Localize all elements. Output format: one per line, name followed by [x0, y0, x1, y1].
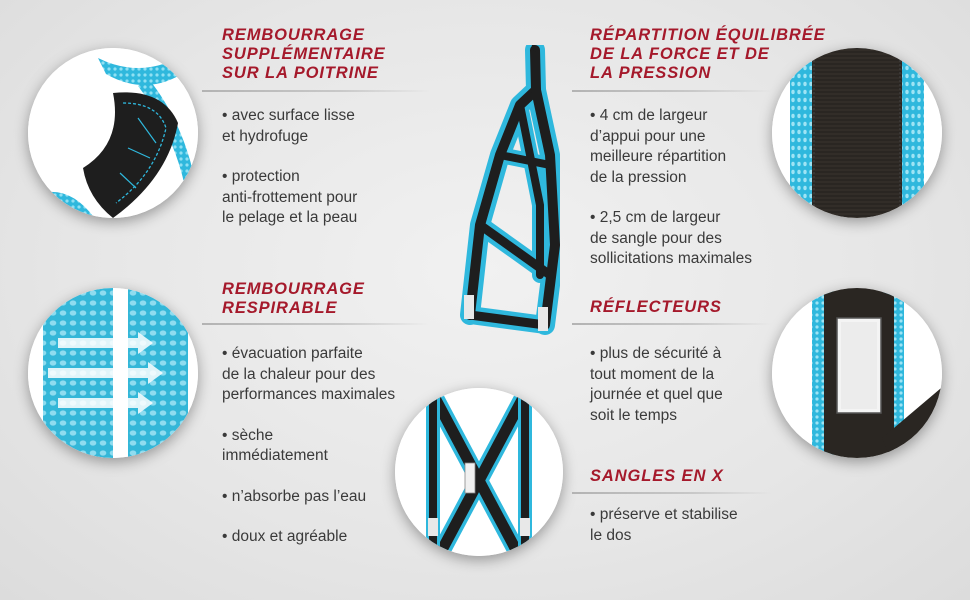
harness-icon — [440, 45, 560, 345]
x-straps-divider — [572, 492, 772, 494]
reflectors-heading: RÉFLECTEURS — [590, 298, 722, 316]
bullet-item: • 4 cm de largeur d’appui pour une meilleure répartition de la pression — [590, 107, 727, 186]
breathable-padding-bullets — [222, 344, 395, 548]
x-straps-bullets — [590, 505, 738, 546]
reflectors-bullets — [590, 344, 723, 426]
reflectors-divider — [572, 323, 772, 325]
bullet-item: • protection anti-frottement pour le pelage et la peau — [222, 168, 358, 226]
bullet-item: • préserve et stabilise le dos — [590, 506, 738, 544]
force-distribution-divider — [572, 90, 772, 92]
chest-padding-heading: REMBOURRAGE SUPPLÉMENTAIRE SUR LA POITRINE — [222, 26, 386, 82]
chest-padding-image — [28, 48, 198, 218]
mesh-ventilation-icon — [28, 288, 198, 458]
x-straps-heading: SANGLES EN X — [590, 467, 724, 485]
breathable-padding-heading: REMBOURRAGE RESPIRABLE — [222, 280, 365, 317]
chest-padding-bullets — [222, 106, 357, 229]
breathable-padding-divider — [202, 323, 430, 325]
force-distribution-bullets — [590, 106, 752, 270]
padding-detail-icon — [28, 48, 198, 218]
reflector-image — [772, 288, 942, 458]
bullet-item: • plus de sécurité à tout moment de la journée et quel que soit le temps — [590, 345, 723, 424]
force-distribution-heading: RÉPARTITION ÉQUILIBRÉE DE LA FORCE ET DE LA PRESSION — [590, 26, 826, 82]
chest-padding-divider — [202, 90, 430, 92]
bullet-item: • doux et agréable — [222, 528, 348, 545]
x-straps-image — [395, 388, 563, 556]
reflector-icon — [772, 288, 942, 458]
bullet-item: • évacuation parfaite de la chaleur pour des performances maximales — [222, 345, 396, 403]
harness-product-image — [440, 45, 560, 345]
bullet-item: • sèche immédiatement — [222, 426, 328, 464]
bullet-item: • avec surface lisse et hydrofuge — [222, 107, 355, 145]
x-straps-icon — [395, 388, 563, 556]
bullet-item: • 2,5 cm de largeur de sangle pour des sollicitations maximales — [590, 209, 752, 267]
bullet-item: • n’absorbe pas l’eau — [222, 487, 367, 505]
mesh-padding-image — [28, 288, 198, 458]
